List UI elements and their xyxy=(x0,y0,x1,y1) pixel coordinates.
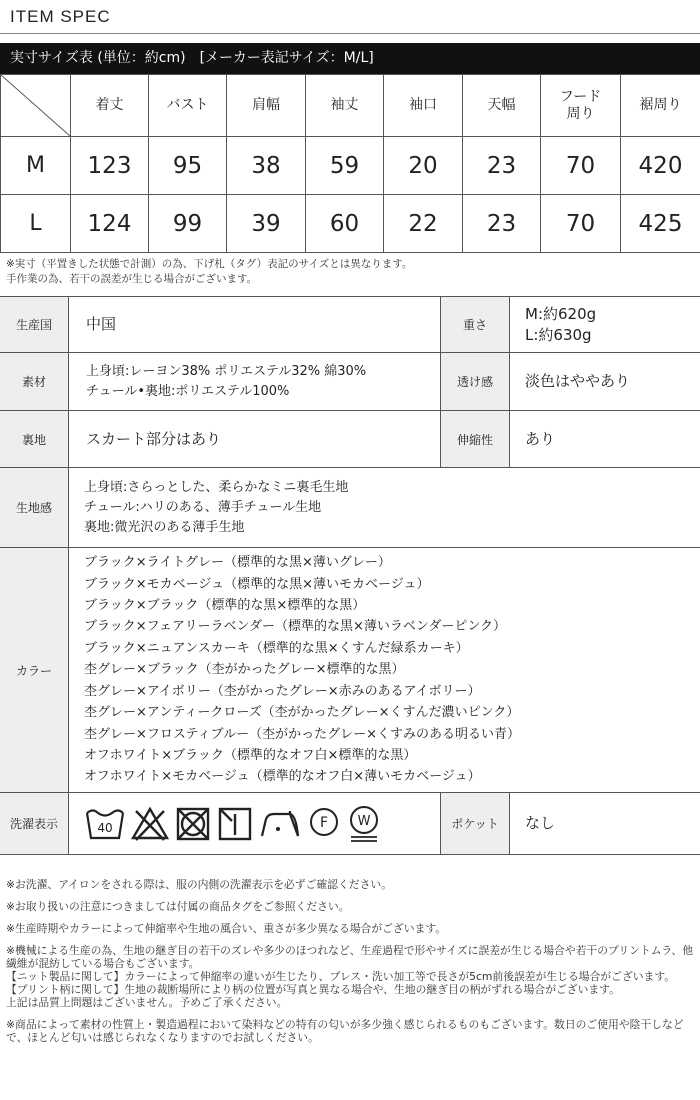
spec-value-colors xyxy=(84,548,520,792)
spec-value-weight xyxy=(525,297,596,352)
spec-value-pocket: なし xyxy=(525,814,556,832)
size-note xyxy=(0,253,700,287)
spec-label-origin: 生産国 xyxy=(0,297,69,352)
texture-line: チュール:ハリのある、薄手チュール生地 xyxy=(84,499,322,515)
size-value: 20 xyxy=(384,137,463,195)
size-value: 95 xyxy=(149,137,227,195)
color-option: ブラック×ニュアンスカーキ（標準的な黒×くすんだ緑系カーキ） xyxy=(84,640,469,656)
svg-text:W: W xyxy=(357,813,371,829)
dry-clean-f-icon xyxy=(306,805,342,843)
note-line: ※機械による生産の為、生地の継ぎ目の若干のズレや多少のほつれなど、生産過程で形やサイズに誤差が生じる場合や若干のプリントムラ、他繊維が混紡している場合もございます。 xyxy=(6,944,694,970)
col-header-bust: バスト xyxy=(149,75,227,137)
size-label: M xyxy=(1,137,71,195)
spec-value-stretch: あり xyxy=(525,429,556,448)
size-value: 23 xyxy=(463,195,541,253)
note-line: ※商品によって素材の性質上・製造過程において染料などの特有の匂いが多少強く感じられるものもございます。数日のご使用や陰干しなどで、ほとんど匂いは感じられなくなりますのでお試しください。 xyxy=(6,1018,684,1044)
notes xyxy=(6,878,696,1053)
color-option: ブラック×フェアリーラベンダー（標準的な黒×薄いラベンダーピンク） xyxy=(84,619,507,635)
size-table-caption: 実寸サイズ表 (単位：約cm) [メーカー表記サイズ：M/L] xyxy=(0,43,700,74)
color-option: 杢グレー×アイボリー（杢がかったグレー×赤みのあるアイボリー） xyxy=(84,683,481,699)
spec-label-weight: 重さ xyxy=(440,297,510,352)
size-value: 22 xyxy=(384,195,463,253)
size-value: 425 xyxy=(621,195,700,253)
col-header-shoulder: 肩幅 xyxy=(227,75,306,137)
spec-value-texture xyxy=(84,468,348,547)
note-line: 上記は品質上問題はございません。予めご了承ください。 xyxy=(6,996,288,1009)
size-value: 70 xyxy=(541,195,621,253)
spec-table xyxy=(0,296,700,855)
size-value: 60 xyxy=(306,195,384,253)
spec-value-lining: スカート部分はあり xyxy=(86,429,222,448)
size-header-row xyxy=(1,75,700,137)
weight-l: L:約630g xyxy=(525,325,592,344)
spec-label-sheer: 透け感 xyxy=(440,353,510,410)
spec-value-material xyxy=(86,353,366,410)
size-table-section xyxy=(0,43,700,287)
size-table xyxy=(0,74,700,253)
spec-row-colors xyxy=(0,548,700,793)
size-corner-cell xyxy=(1,75,71,137)
col-header-hood: フード 周り xyxy=(541,75,621,137)
spec-label-colors: カラー xyxy=(0,548,69,792)
size-note-line: ※実寸（平置きした状態で計測）の為、下げ札（タグ）表記のサイズとは異なります。 xyxy=(6,258,413,270)
col-header-sleeve-length: 袖丈 xyxy=(306,75,384,137)
col-header-length: 着丈 xyxy=(71,75,149,137)
color-option: 杢グレー×フロスティブルー（杢がかったグレー×くすみのある明るい青） xyxy=(84,726,520,742)
no-tumble-dry-icon xyxy=(174,805,212,843)
note-line: ※お取り扱いの注意につきましては付属の商品タグをご参照ください。 xyxy=(6,900,350,913)
note-line: 【プリント柄に関して】生地の裁断場所により柄の位置が写真と異なる場合や、生地の継ぎ目の柄がずれる場合がございます。 xyxy=(6,983,620,996)
spec-label-pocket: ポケット xyxy=(440,793,510,854)
size-label: L xyxy=(1,195,71,253)
spec-row-origin xyxy=(0,297,700,353)
section-header xyxy=(0,0,700,34)
note-line: 【ニット製品に関して】カラーによって伸縮率の違いが生じたり、プレス・洗い加工等で長さが5cm前後誤差が生じる場合がございます。 xyxy=(6,970,676,983)
size-value: 70 xyxy=(541,137,621,195)
size-value: 59 xyxy=(306,137,384,195)
material-line: 上身頃:レーヨン38% ポリエステル32% 綿30% xyxy=(86,363,367,379)
size-value: 38 xyxy=(227,137,306,195)
texture-line: 裏地:微光沢のある薄手生地 xyxy=(84,519,245,535)
care-symbols xyxy=(84,793,382,854)
spec-row-care xyxy=(0,793,700,855)
color-option: オフホワイト×モカベージュ（標準的なオフ白×薄いモカベージュ） xyxy=(84,769,481,785)
texture-line: 上身頃:さらっとした、柔らかなミニ裏毛生地 xyxy=(84,479,349,495)
wet-clean-w-icon xyxy=(346,805,382,843)
size-value: 420 xyxy=(621,137,700,195)
size-value: 123 xyxy=(71,137,149,195)
note-line: ※お洗濯、アイロンをされる際は、服の内側の洗濯表示を必ずご確認ください。 xyxy=(6,878,392,891)
spec-value-sheer: 淡色はややあり xyxy=(525,372,631,390)
spec-label-texture: 生地感 xyxy=(0,468,69,547)
section-title: ITEM SPEC xyxy=(10,7,111,26)
spec-value-origin: 中国 xyxy=(86,315,117,333)
no-bleach-icon xyxy=(130,805,170,843)
color-option: オフホワイト×ブラック（標準的なオフ白×標準的な黒） xyxy=(84,747,417,763)
svg-text:F: F xyxy=(319,814,329,831)
size-row-l xyxy=(1,195,700,253)
spec-label-material: 素材 xyxy=(0,353,69,410)
size-row-m xyxy=(1,137,700,195)
size-value: 124 xyxy=(71,195,149,253)
spec-row-material xyxy=(0,353,700,411)
line-dry-shade-icon xyxy=(216,805,254,843)
color-option: 杢グレー×アンティークローズ（杢がかったグレー×くすんだ濃いピンク） xyxy=(84,705,520,721)
size-value: 39 xyxy=(227,195,306,253)
size-value: 23 xyxy=(463,137,541,195)
svg-text:40: 40 xyxy=(97,820,113,835)
col-header-hem: 裾周り xyxy=(621,75,700,137)
spec-label-stretch: 伸縮性 xyxy=(440,411,510,467)
col-header-cuff: 袖口 xyxy=(384,75,463,137)
spec-label-lining: 裏地 xyxy=(0,411,69,467)
col-header-neck-width: 天幅 xyxy=(463,75,541,137)
wash-40-icon xyxy=(84,805,126,843)
color-option: ブラック×ライトグレー（標準的な黒×薄いグレー） xyxy=(84,555,391,571)
spec-row-lining xyxy=(0,411,700,468)
color-option: ブラック×モカベージュ（標準的な黒×薄いモカベージュ） xyxy=(84,576,430,592)
material-line: チュール•裏地:ポリエステル100% xyxy=(86,383,290,399)
color-option: 杢グレー×ブラック（杢がかったグレー×標準的な黒） xyxy=(84,662,405,678)
spec-row-texture xyxy=(0,468,700,548)
spec-label-care: 洗濯表示 xyxy=(0,793,69,854)
note-line: ※生産時期やカラーによって伸縮率や生地の風合い、重さが多少異なる場合がございます。 xyxy=(6,922,447,935)
size-note-line: 手作業の為、若干の誤差が生じる場合がございます。 xyxy=(6,273,258,285)
iron-low-icon xyxy=(258,805,302,843)
weight-m: M:約620g xyxy=(525,304,597,323)
size-value: 99 xyxy=(149,195,227,253)
color-option: ブラック×ブラック（標準的な黒×標準的な黒） xyxy=(84,598,366,614)
